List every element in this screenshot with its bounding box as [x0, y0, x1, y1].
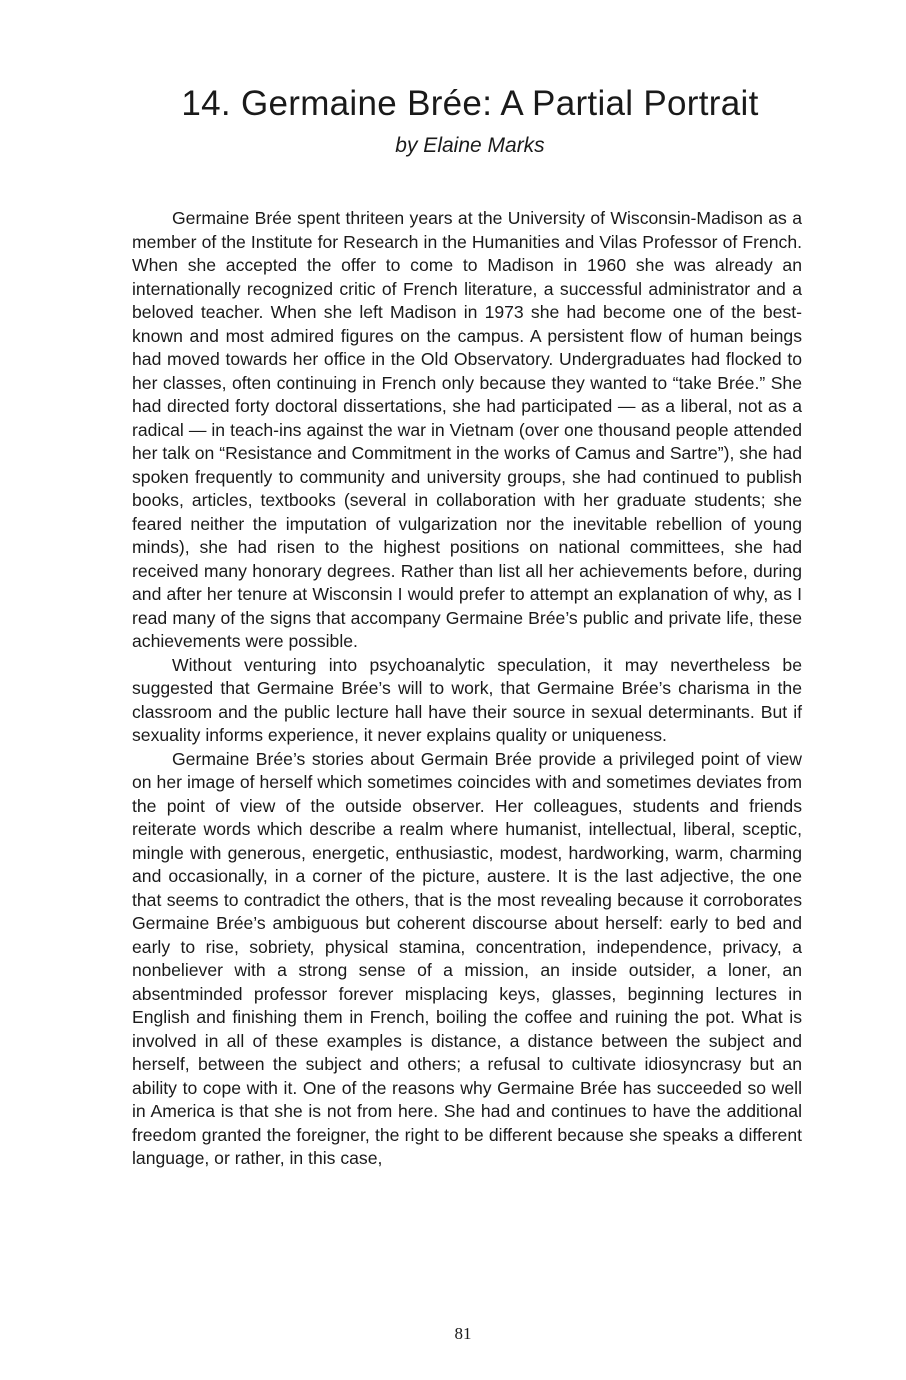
page-number: 81	[454, 1324, 472, 1343]
body-text	[132, 207, 802, 1171]
paragraph-3: Germaine Brée’s stories about Germain Brée provide a privileged point of view on her image of herself which sometimes coincides with and sometimes deviates from the point of view of the outside observer. Her colleagues, students and friends reiterate words which describe a realm where humanist, intellectual, liberal, sceptic, mingle with generous, energetic, enthusiastic, modest, hardworking, warm, charming and occasionally, in a corner of the picture, austere. It is the last adjective, the one that seems to contradict the others, that is the most revealing because it corroborates Germaine Brée’s ambiguous but coherent discourse about herself: early to bed and early to rise, sobriety, physical stamina, concentration, independence, privacy, a nonbeliever with a strong sense of a mission, an inside outsider, a loner, an absentminded professor forever misplacing keys, glasses, beginning lectures in English and finishing them in French, boiling the coffee and ruining the pot. What is involved in all of these examples is distance, a distance between the subject and herself, between the subject and others; a refusal to cultivate idiosyncrasy but an ability to cope with it. One of the reasons why Germaine Brée has succeeded so well in America is that she is not from here. She had and continues to have the additional freedom granted the foreigner, the right to be different because she speaks a different language, or rather, in this case,	[132, 748, 802, 1168]
chapter-title: 14. Germaine Brée: A Partial Portrait	[181, 84, 759, 123]
paragraph-2: Without venturing into psychoanalytic speculation, it may nevertheless be suggested that Germaine Brée’s will to work, that Germaine Brée’s charisma in the classroom and the public lecture hall have their source in sexual determinants. But if sexuality informs experience, it never explains quality or uniqueness.	[132, 654, 802, 745]
chapter-byline: by Elaine Marks	[395, 134, 545, 157]
paragraph-1: Germaine Brée spent thriteen years at the University of Wisconsin-Madison as a member of the Institute for Research in the Humanities and Vilas Professor of French. When she accepted the offer to come to Madison in 1960 she was already an internationally recognized critic of French literature, a successful administrator and a beloved teacher. When she left Madison in 1973 she had become one of the best-known and most admired figures on the campus. A persistent flow of human beings had moved towards her office in the Old Observatory. Undergraduates had flocked to her classes, often continuing in French only because they wanted to “take Brée.” She had directed forty doctoral dissertations, she had participated — as a liberal, not as a radical — in teach-ins against the war in Vietnam (over one thousand people attended her talk on “Resistance and Commitment in the works of Camus and Sartre”), she had spoken frequently to community and university groups, she had continued to publish books, articles, textbooks (several in collaboration with her graduate students; she feared neither the imputation of vulgarization nor the inevitable rebellion of young minds), she had risen to the highest positions on national committees, she had received many honorary degrees. Rather than list all her achievements before, during and after her tenure at Wisconsin I would prefer to attempt an explanation of why, as I read many of the signs that accompany Germaine Brée’s public and private life, these achievements were possible.	[132, 208, 802, 651]
